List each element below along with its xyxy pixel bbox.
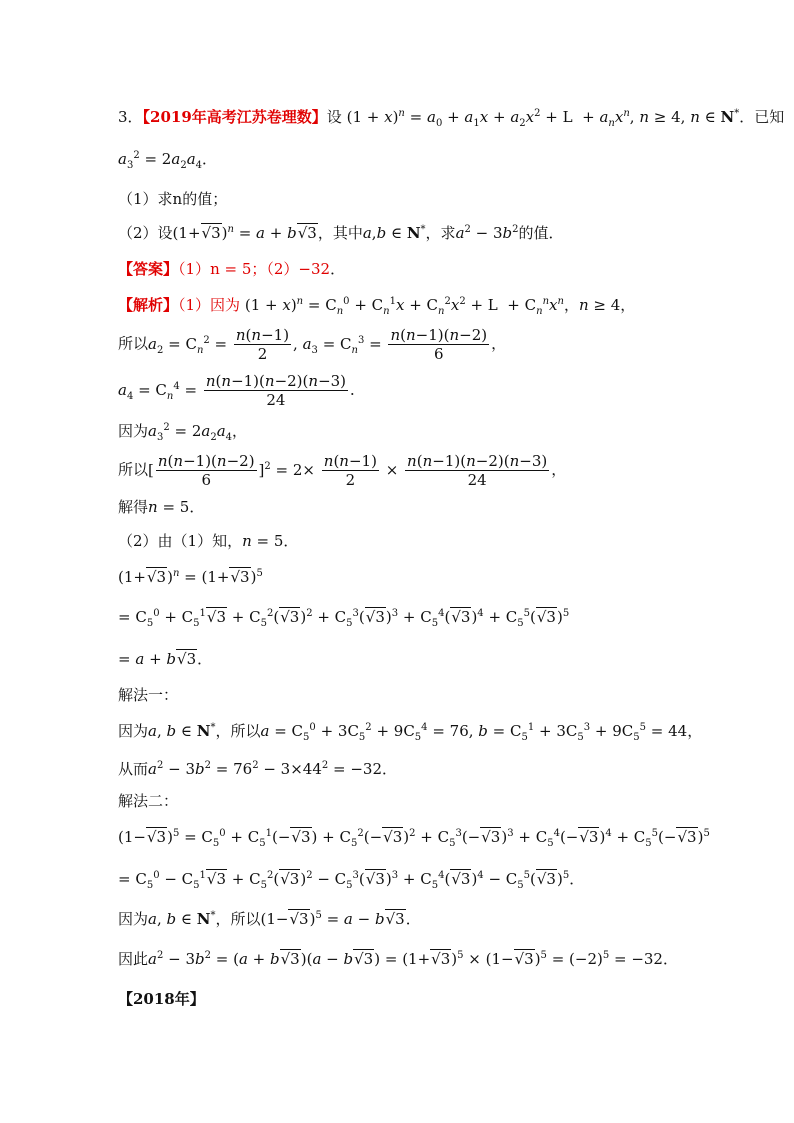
analysis-line-8: = $C_5^0 + C_5^1√3 + C_5^2(√3)^2 + C_5^3(√3)^3 + C_5^4(√3)^4 + C_5^5(√3)^5$	[118, 608, 570, 629]
analysis-line-6: 解得n = 5．	[118, 498, 205, 516]
method-1-line-2: 从而$a^2 - 3b^2 = 76^2 - 3\times 44^2 = -32$．	[118, 760, 398, 778]
method-2-line-1: $(1-√3)^5 = C_5^0 + C_5^1(-√3) + C_5^2(-√3)^2 + C_5^3(-√3)^3 + C_5^4(-√3)^4 + C_5^5(-√3)^5$	[118, 828, 710, 849]
question-part2: （2）设$(1+√3)^n = a + b√3$，其中a,b ∈ N*，求$a^2 - 3b^2$的值．	[118, 224, 564, 242]
question-condition: $a_3^2 = 2a_2a_4$．	[118, 150, 218, 171]
analysis-line-7: $(1+√3)^n = (1+√3)^5$	[118, 568, 263, 586]
answer-label: 【答案】	[118, 260, 179, 278]
analysis-line-3: $a_4 = C_n^4$ = $\frac{n(n-1)(n-2)(n-3)}{24}$ ．	[118, 372, 366, 409]
method-2-line-2: = $C_5^0 - C_5^1√3 + C_5^2(√3)^2 - C_5^3(√3)^3 + C_5^4(√3)^4 - C_5^5(√3)^5$．	[118, 870, 585, 891]
method-2-line-3: 因为a, b ∈ N*，所以$(1-√3)^5 = a - b√3$．	[118, 910, 421, 928]
analysis-line-5: 所以[ $\frac{n(n-1)(n-2)}{6}$ ]$^2$ = 2× $\frac{n(n-1)}{2}$ × $\frac{n(n-1)(n-2)(n-3)}{24}$ ，	[118, 452, 567, 489]
analysis-line-2: 所以$a_2 = C_n^2$ = $\frac{n(n-1)}{2}$ , $a_3 = C_n^3$ = $\frac{n(n-1)(n-2)}{6}$ ，	[118, 326, 507, 363]
analysis-part2: （2）由（1）知，n = 5．	[118, 532, 299, 550]
question-line: 3．【2019年高考江苏卷理数】设 $(1 + x)^n = a_0 + a_1x + a_2x^2 + L + a_nx^n$, n ≥ 4, n ∈ N*．已知	[118, 108, 785, 129]
question-source: 【2019年高考江苏卷理数】	[142, 108, 327, 126]
formula-expansion: $(1 + x)^n = a_0 + a_1x + a_2x^2 + L + a_nx^n$, n ≥ 4, n ∈ N*	[346, 108, 740, 129]
answer-line: 【答案】（1）n = 5；（2）−32．	[118, 260, 346, 278]
question-part1: （1）求n的值；	[118, 190, 228, 208]
analysis-line-4: 因为$a_3^2 = 2a_2a_4$，	[118, 422, 248, 443]
method-1-line-1: 因为a, b ∈ N*，所以$a = C_5^0 + 3C_5^2 + 9C_5^4 = 76$, $b = C_5^1 + 3C_5^3 + 9C_5^5 = 44$，	[118, 722, 703, 743]
analysis-label: 【解析】	[118, 296, 179, 314]
method-2-line-4: 因此$a^2 - 3b^2 = (a + b√3)(a - b√3) = (1+√3)^5 \times (1-√3)^5 = (-2)^5 = -32$．	[118, 950, 678, 968]
method-2-label: 解法二：	[118, 792, 179, 810]
question-number: 3．	[118, 108, 143, 126]
next-section-heading: 【2018年】	[118, 990, 205, 1008]
method-1-label: 解法一：	[118, 686, 179, 704]
analysis-line-1: 【解析】（1）因为 $(1 + x)^n = C_n^0 + C_n^1x + C_n^2x^2 + L + C_n^nx^n$，n ≥ 4，	[118, 296, 636, 317]
analysis-line-9: = a + b√3．	[118, 650, 213, 668]
